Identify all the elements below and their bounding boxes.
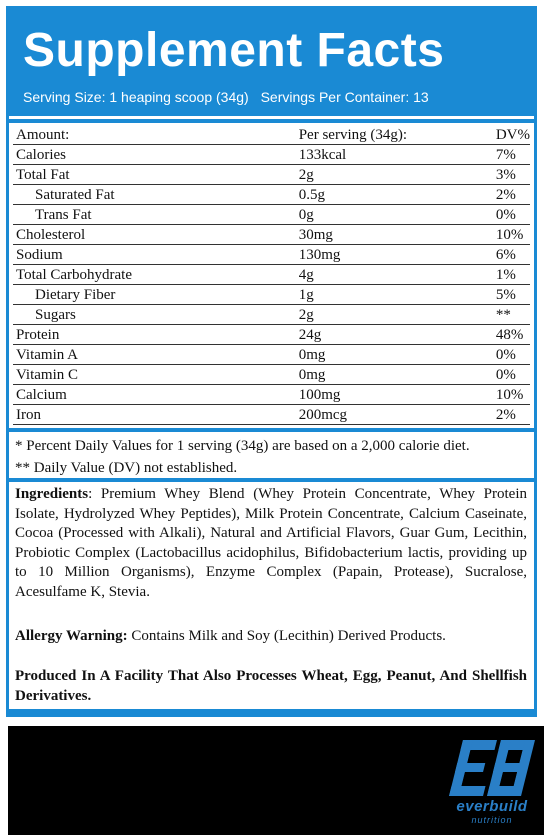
column-header-amount: Amount: <box>13 125 296 145</box>
nutrient-amount: 0mg <box>296 365 493 385</box>
footnote-daily-values: * Percent Daily Values for 1 serving (34g) are based on a 2,000 calorie diet. <box>15 438 470 454</box>
table-row <box>13 325 530 345</box>
ingredients-label: Ingredients <box>15 486 89 502</box>
nutrient-amount: 100mg <box>296 385 493 405</box>
divider-notes <box>9 478 534 482</box>
nutrient-name: Protein <box>13 325 296 345</box>
allergy-text: Contains Milk and Soy (Lecithin) Derived Products. <box>127 628 446 644</box>
supplement-facts-panel <box>6 6 537 717</box>
nutrient-name: Sugars <box>13 305 296 325</box>
nutrient-dv: 1% <box>493 265 530 285</box>
nutrient-name: Cholesterol <box>13 225 296 245</box>
brand-name: everbuild <box>456 798 528 815</box>
column-header-dv: DV% <box>493 125 530 145</box>
nutrient-dv: ** <box>493 305 530 325</box>
nutrient-dv: 10% <box>493 225 530 245</box>
brand-subtitle: nutrition <box>471 815 513 825</box>
facts-header <box>9 9 534 116</box>
nutrient-amount: 0mg <box>296 345 493 365</box>
table-row <box>13 385 530 405</box>
nutrient-name: Iron <box>13 405 296 425</box>
table-row <box>13 305 530 325</box>
nutrient-dv: 0% <box>493 205 530 225</box>
brand-footer <box>8 726 544 835</box>
allergy-warning <box>15 627 527 646</box>
nutrient-dv: 5% <box>493 285 530 305</box>
nutrient-amount: 200mcg <box>296 405 493 425</box>
nutrient-amount: 2g <box>296 165 493 185</box>
nutrient-dv: 6% <box>493 245 530 265</box>
table-row <box>13 145 530 165</box>
nutrient-amount: 2g <box>296 305 493 325</box>
divider-bottom <box>9 709 534 714</box>
servings-per-container: Servings Per Container: 13 <box>260 89 429 105</box>
serving-size: Serving Size: 1 heaping scoop (34g) <box>23 89 249 105</box>
table-row <box>13 285 530 305</box>
nutrient-dv: 3% <box>493 165 530 185</box>
table-row <box>13 365 530 385</box>
nutrient-amount: 130mg <box>296 245 493 265</box>
ingredients-text: : Premium Whey Blend (Whey Protein Concentrate, Whey Protein Isolate, Hydrolyzed Whey Peptides), Milk Protein Concentrate, Calcium Caseinate, Cocoa (Processed with Alkali), Natural and Artificial Flavors, Guar Gum, Lecithin, Probiotic Complex (Lactobacillus acidophilus, Bifidobacterium lactis, providing up to 10 Million Organisms), Enzyme Complex (Papain, Protease), Sucralose, Acesulfame K, Stevia. <box>15 486 527 600</box>
nutrient-name: Trans Fat <box>13 205 296 225</box>
nutrient-dv: 48% <box>493 325 530 345</box>
table-row <box>13 205 530 225</box>
nutrient-amount: 1g <box>296 285 493 305</box>
column-header-per-serving: Per serving (34g): <box>296 125 493 145</box>
divider-middle <box>9 428 534 432</box>
nutrient-dv: 7% <box>493 145 530 165</box>
ingredients-paragraph <box>15 485 527 602</box>
nutrient-amount: 133kcal <box>296 145 493 165</box>
table-row <box>13 405 530 425</box>
nutrient-dv: 10% <box>493 385 530 405</box>
nutrition-table <box>13 125 530 425</box>
nutrient-name: Total Carbohydrate <box>13 265 296 285</box>
footnotes <box>15 435 470 479</box>
divider-top <box>9 119 534 123</box>
nutrient-name: Dietary Fiber <box>13 285 296 305</box>
nutrient-dv: 0% <box>493 365 530 385</box>
table-row <box>13 165 530 185</box>
nutrient-amount: 24g <box>296 325 493 345</box>
nutrient-name: Vitamin A <box>13 345 296 365</box>
serving-info <box>23 89 437 105</box>
brand-logo <box>444 736 540 826</box>
nutrient-name: Calories <box>13 145 296 165</box>
footnote-not-established: ** Daily Value (DV) not established. <box>15 460 238 476</box>
nutrition-table-body <box>13 125 530 425</box>
table-row <box>13 265 530 285</box>
nutrient-dv: 2% <box>493 405 530 425</box>
page-title: Supplement Facts <box>23 24 445 77</box>
nutrient-name: Sodium <box>13 245 296 265</box>
nutrient-amount: 0g <box>296 205 493 225</box>
table-row <box>13 345 530 365</box>
facility-warning: Produced In A Facility That Also Processes Wheat, Egg, Peanut, And Shellfish Derivatives. <box>15 668 527 704</box>
nutrient-amount: 4g <box>296 265 493 285</box>
table-row <box>13 245 530 265</box>
nutrient-amount: 30mg <box>296 225 493 245</box>
nutrient-name: Calcium <box>13 385 296 405</box>
table-row <box>13 185 530 205</box>
nutrient-name: Vitamin C <box>13 365 296 385</box>
allergy-label: Allergy Warning: <box>15 628 128 644</box>
eb-monogram-icon <box>444 736 540 800</box>
nutrient-name: Saturated Fat <box>13 185 296 205</box>
nutrient-name: Total Fat <box>13 165 296 185</box>
table-row <box>13 225 530 245</box>
nutrient-dv: 0% <box>493 345 530 365</box>
nutrient-amount: 0.5g <box>296 185 493 205</box>
nutrient-dv: 2% <box>493 185 530 205</box>
table-header-row <box>13 125 530 145</box>
